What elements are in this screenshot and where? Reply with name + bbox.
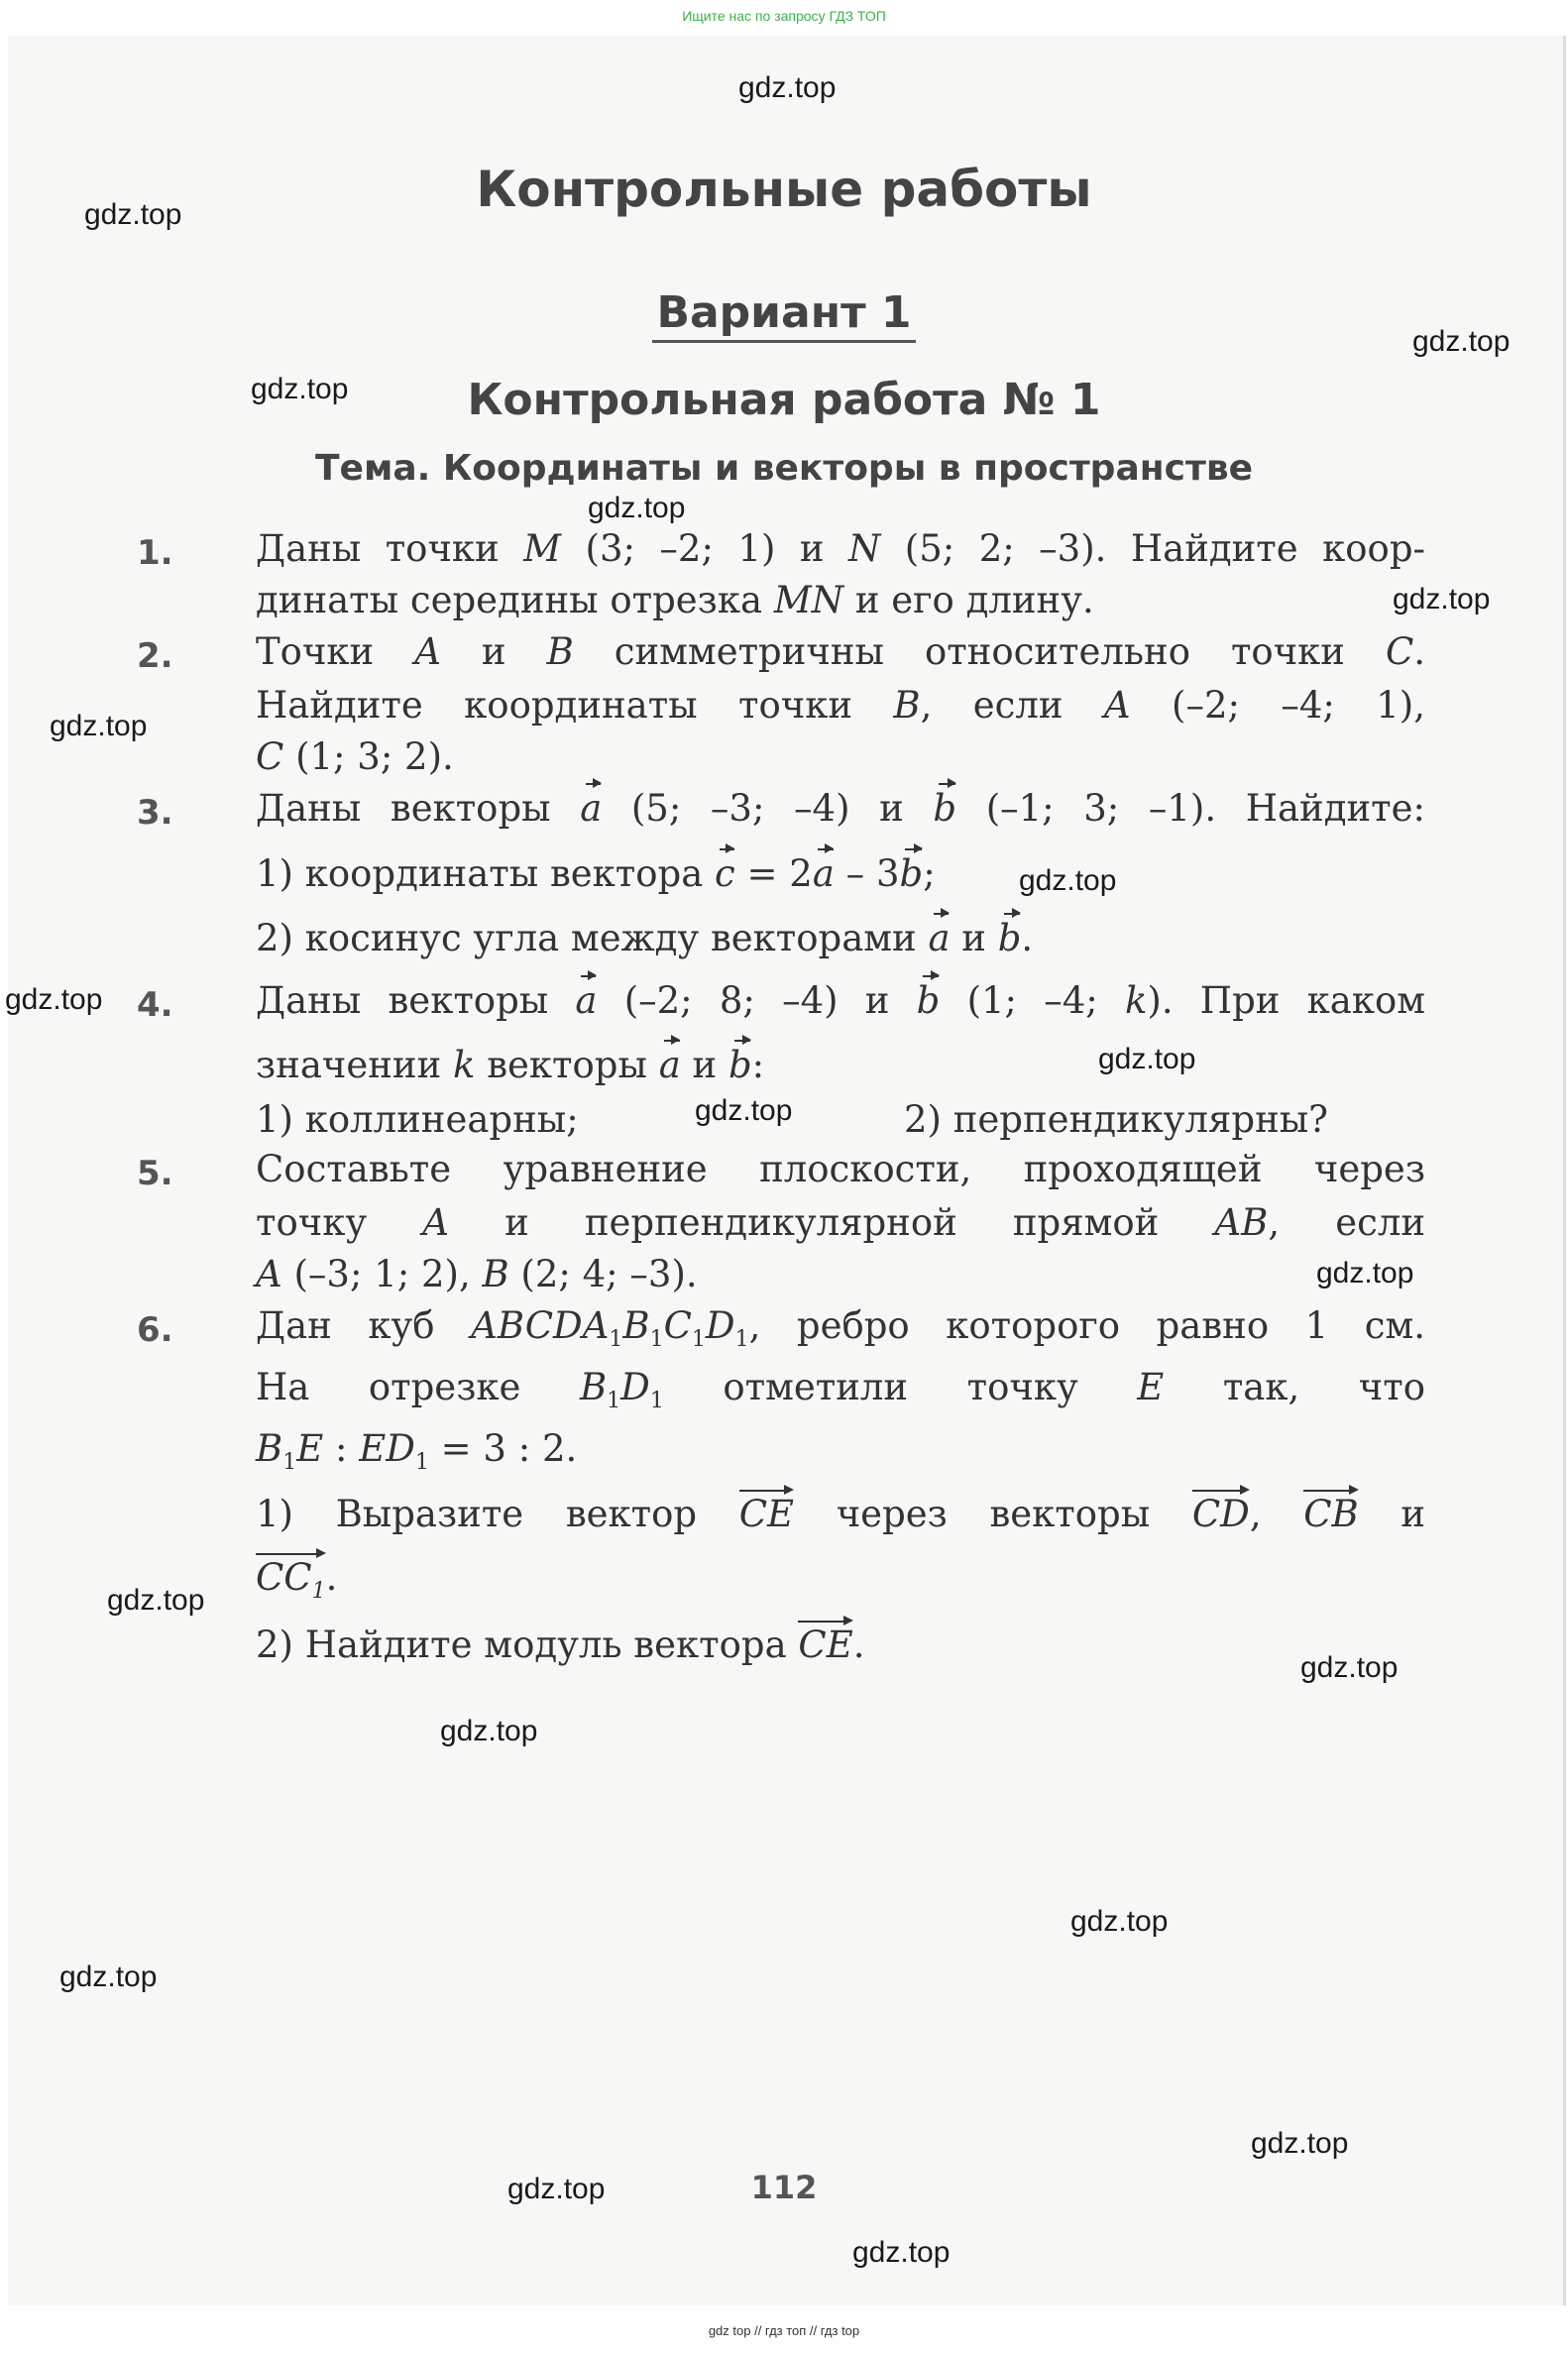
watermark: gdz.top: [1098, 1043, 1196, 1075]
watermark: gdz.top: [251, 373, 349, 405]
problem-number-6: 6.: [137, 1310, 173, 1350]
watermark: gdz.top: [852, 2236, 951, 2269]
problem-6-line-2: На отрезке $B_1D_1$ отметили точку E так, что: [256, 1366, 1425, 1413]
topic-title: Тема. Координаты и векторы в пространстве: [314, 448, 1254, 489]
watermark: gdz.top: [107, 1584, 205, 1617]
watermark: gdz.top: [1070, 1905, 1169, 1938]
watermark: gdz.top: [50, 710, 148, 742]
problem-4-line-3: 1) коллинеарны;: [256, 1098, 579, 1141]
watermark: gdz.top: [738, 71, 837, 104]
watermark: gdz.top: [5, 983, 103, 1016]
variant-title: Вариант 1: [0, 287, 1568, 338]
watermark: gdz.top: [84, 198, 182, 231]
watermark: gdz.top: [507, 2173, 606, 2205]
watermark: gdz.top: [1393, 583, 1491, 616]
problem-number-2: 2.: [137, 636, 173, 676]
watermark: gdz.top: [59, 1961, 158, 1993]
problem-2-line-1: Точки A и B симметричны относительно точки C.: [256, 630, 1426, 673]
problem-5-line-2: точку A и перпендикулярной прямой AB, если: [256, 1201, 1425, 1244]
problem-6-line-6: 2) Найдите модуль вектора CE.: [256, 1624, 865, 1666]
watermark: gdz.top: [695, 1094, 793, 1127]
page-title: Контрольные работы: [476, 161, 1092, 218]
problem-number-4: 4.: [137, 985, 173, 1025]
problem-5-line-1: Составьте уравнение плоскости, проходящей через: [256, 1148, 1425, 1190]
watermark: gdz.top: [1019, 864, 1117, 897]
problem-number-1: 1.: [137, 533, 173, 573]
problem-3-line-2: 1) координаты вектора c = 2a – 3b;: [256, 852, 936, 895]
watermark: gdz.top: [440, 1715, 538, 1747]
problem-2-line-3: C (1; 3; 2).: [256, 735, 454, 778]
problem-6-line-3: $B_1E$ : $ED_1 = 3$ : 2.: [256, 1427, 578, 1475]
problem-3-line-3: 2) косинус угла между векторами a и b.: [256, 917, 1034, 959]
watermark: gdz.top: [588, 492, 686, 524]
page-number: 112: [750, 2169, 818, 2206]
watermark: gdz.top: [1316, 1257, 1414, 1289]
problem-number-5: 5.: [137, 1154, 173, 1193]
work-title: Контрольная работа № 1: [467, 375, 1101, 425]
top-banner: Ищите нас по запросу ГДЗ ТОП: [682, 8, 886, 24]
watermark: gdz.top: [1300, 1651, 1399, 1684]
problem-6-line-5: $CC_1$.: [256, 1556, 338, 1604]
problem-4-line-4: 2) перпендикулярны?: [904, 1098, 1329, 1141]
bottom-banner: gdz top // гдз топ // гдз top: [708, 2323, 860, 2338]
problem-4-line-2: значении k векторы a и b:: [256, 1044, 765, 1086]
problem-1-line-1: Даны точки M (3; –2; 1) и N (5; 2; –3). Найдите коор-: [256, 527, 1426, 570]
problem-2-line-2: Найдите координаты точки B, если A (–2; –4; 1),: [256, 684, 1425, 727]
watermark: gdz.top: [1412, 325, 1511, 358]
problem-6-line-4: 1) Выразите вектор CE через векторы CD, CB и: [256, 1493, 1426, 1535]
problem-5-line-3: A (–3; 1; 2), B (2; 4; –3).: [256, 1253, 698, 1295]
problem-4-line-1: Даны векторы a (–2; 8; –4) и b (1; –4; k). При каком: [256, 979, 1426, 1022]
problem-3-line-1: Даны векторы a (5; –3; –4) и b (–1; 3; –1). Найдите:: [256, 787, 1425, 830]
problem-1-line-2: динаты середины отрезка MN и его длину.: [256, 579, 1094, 621]
problem-number-3: 3.: [137, 793, 173, 833]
watermark: gdz.top: [1251, 2127, 1349, 2160]
problem-6-line-1: Дан куб $ABCDA_1B_1C_1D_1$, ребро которого равно 1 см.: [256, 1304, 1426, 1352]
